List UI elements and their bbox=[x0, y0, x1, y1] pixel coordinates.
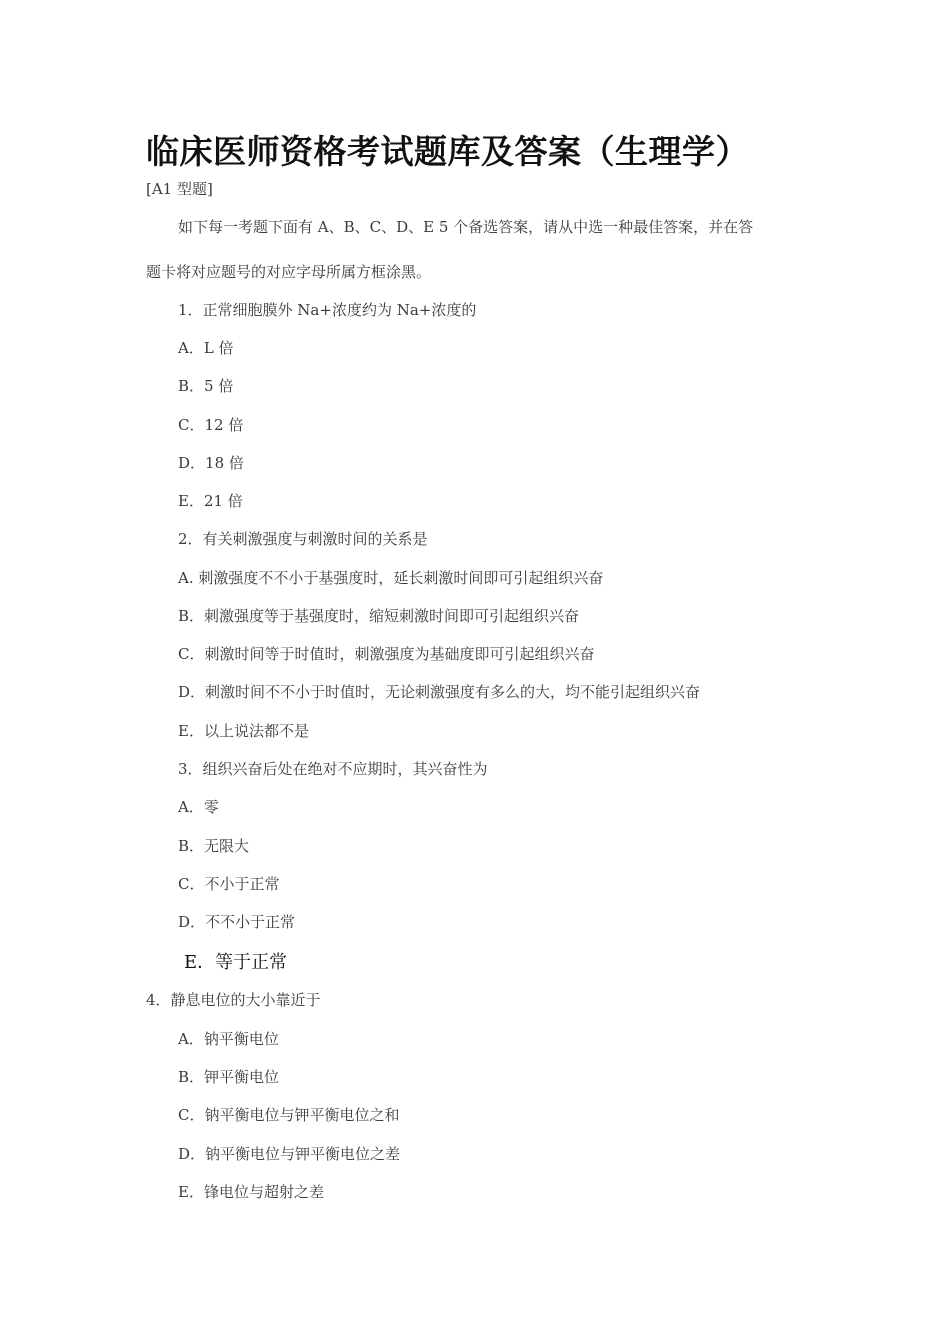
instructions-line-1: 如下每一考题下面有 A、B、C、D、E 5 个备选答案，请从中选一种最佳答案，并在答 bbox=[178, 218, 754, 236]
question-1-option-d: D．18 倍 bbox=[178, 454, 244, 472]
question-1-option-c: C．12 倍 bbox=[178, 416, 244, 434]
question-3-option-b: B．无限大 bbox=[178, 837, 250, 855]
question-2-stem: 2．有关刺激强度与刺激时间的关系是 bbox=[178, 530, 428, 548]
question-1-option-b: B．5 倍 bbox=[178, 377, 234, 395]
question-4-option-d: D．钠平衡电位与钾平衡电位之差 bbox=[178, 1145, 401, 1163]
instructions-line-2: 题卡将对应题号的对应字母所属方框涂黑。 bbox=[146, 263, 432, 281]
section-label: [A1 型题] bbox=[146, 180, 213, 198]
question-4-option-e: E．锋电位与超射之差 bbox=[178, 1183, 324, 1201]
question-2-option-d: D．刺激时间不不小于时值时，无论刺激强度有多么的大，均不能引起组织兴奋 bbox=[178, 683, 701, 701]
question-3-option-d: D．不不小于正常 bbox=[178, 913, 296, 931]
question-2-option-c: C．刺激时间等于时值时，刺激强度为基础度即可引起组织兴奋 bbox=[178, 645, 595, 663]
question-4-option-c: C．钠平衡电位与钾平衡电位之和 bbox=[178, 1106, 400, 1124]
question-1-option-a: A．L 倍 bbox=[178, 339, 234, 357]
question-4-option-b: B．钾平衡电位 bbox=[178, 1068, 280, 1086]
question-3-stem: 3．组织兴奋后处在绝对不应期时，其兴奋性为 bbox=[178, 760, 488, 778]
question-3-option-e: E．等于正常 bbox=[184, 952, 288, 973]
question-3-option-c: C．不小于正常 bbox=[178, 875, 280, 893]
question-2-option-b: B．刺激强度等于基强度时，缩短刺激时间即可引起组织兴奋 bbox=[178, 607, 580, 625]
question-1-option-e: E．21 倍 bbox=[178, 492, 243, 510]
question-4-option-a: A．钠平衡电位 bbox=[178, 1030, 279, 1048]
question-2-option-a: A. 刺激强度不不小于基强度时，延长刺激时间即可引起组织兴奋 bbox=[178, 569, 604, 587]
question-1-stem: 1．正常细胞膜外 Na+浓度约为 Na+浓度的 bbox=[178, 301, 477, 319]
question-2-option-e: E．以上说法都不是 bbox=[178, 722, 309, 740]
document-title: 临床医师资格考试题库及答案（生理学） bbox=[146, 132, 749, 171]
question-3-option-a: A．零 bbox=[178, 798, 219, 816]
question-4-stem: 4．静息电位的大小靠近于 bbox=[146, 991, 321, 1009]
